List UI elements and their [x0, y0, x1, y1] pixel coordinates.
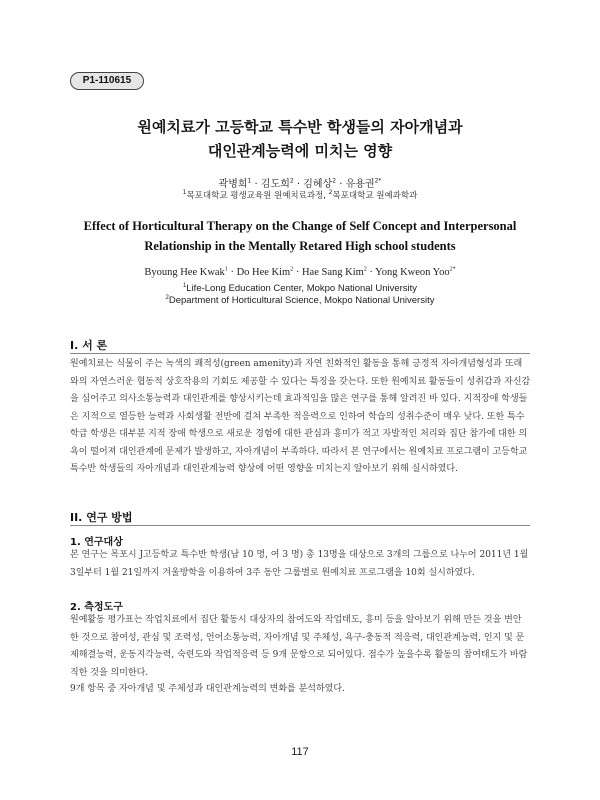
affiliations-korean	[60, 189, 540, 201]
author-separator: ·	[366, 267, 376, 278]
author-affiliation-sup: 1	[224, 266, 228, 273]
authors-korean	[60, 175, 540, 190]
paragraph-line: 직한 것을 의미한다.	[70, 667, 149, 678]
section-heading-introduction: I. 서 론	[70, 339, 108, 352]
author-name: Byoung Hee Kwak	[144, 267, 225, 278]
paragraph-line: 와의 자연스러운 협동적 상호작용의 기회도 제공할 수 있다는 특징을 갖는다. 또한 원예치료 활동들이 성취감과 자신감	[70, 376, 531, 387]
paper-code-badge: P1-110615	[70, 72, 144, 90]
author-name: 곽병희	[218, 179, 248, 190]
author-separator: ·	[251, 179, 261, 190]
affiliation-sup: 1	[182, 282, 187, 289]
paragraph-line: 원예치료는 식물이 주는 녹색의 쾌적성(green amenity)과 자연 친화적인 활동을 통해 긍정적 자아개념형성과 또래	[70, 359, 523, 369]
title-english-line-1: Effect of Horticultural Therapy on the Change of Self Concept and Interpersonal	[83, 219, 517, 233]
title-korean-line-1: 원예치료가 고등학교 특수반 학생들의 자아개념과	[137, 118, 463, 136]
affiliation-text: 목포대학교 평생교육원 원예치료과정,	[186, 191, 326, 201]
subheading-tools: 2. 측정도구	[70, 602, 123, 613]
author-separator: ·	[227, 267, 237, 278]
title-korean-line-2: 대인관계능력에 미치는 영향	[207, 142, 393, 160]
author-separator: ·	[293, 267, 302, 278]
paragraph-line: 본 연구는 목포시 J고등학교 특수반 학생(남 10 명, 여 3 명) 총 13명을 대상으로 3개의 그룹으로 나누어 2011년 1월	[70, 550, 529, 560]
paragraph-line: 학급 학생은 대부분 지적 장애 학생으로 새로운 경험에 대한 관심과 흥미가 적고 자발적인 처리와 집단 참가에 대한 의	[70, 429, 528, 439]
affiliation-english-2	[60, 295, 540, 306]
tools-paragraph-2	[70, 681, 530, 699]
paragraph-line: 욕이 떨어져 대인관계에 문제가 발생하고, 자아개념이 부족하다. 따라서 본 연구에서는 원예치료 프로그램이 고등학교	[70, 446, 528, 457]
subjects-paragraph	[70, 547, 530, 582]
author-affiliation-sup: 2*	[449, 266, 456, 273]
paragraph-line: 은 지적으로 열등한 능력과 사회생활 전반에 걸쳐 부족한 적응력으로 인하여 학습의 성취수준이 매우 낮다. 또한 특수	[70, 411, 525, 422]
paragraph-line: 특수반 학생들의 자아개념과 대인관계능력 향상에 어떤 영향을 미치는지 알아보기 위해 실시하였다.	[70, 464, 458, 474]
author-separator: ·	[293, 179, 304, 190]
paragraph-line: 제해결능력, 운동지각능력, 숙련도와 작업적응력 등 9개 문항으로 되어있다. 점수가 높을수록 활동의 참여태도가 바람	[70, 650, 528, 660]
paragraph-line: 을 심어주고 의사소통능력과 대인관계를 향상시키는데 효과적임을 많은 연구를 통해 알려진 바 있다. 지적장애 학생들	[70, 394, 528, 404]
affiliation-text: Department of Horticultural Science, Mokpo National University	[168, 295, 435, 306]
author-affiliation-sup: 2	[290, 266, 294, 273]
paragraph-line: 3일부터 1월 21일까지 겨울방학을 이용하여 3주 동안 그룹별로 원예치료 프로그램을 10회 실시하였다.	[70, 567, 475, 578]
author-name: 김혜상	[303, 179, 333, 190]
introduction-paragraph	[70, 356, 530, 479]
paragraph-line: 한 것으로 참여성, 관심 및 조력성, 언어소통능력, 자아개념 및 주체성, 욕구-충동적 적응력, 대인관계능력, 인지 및 문	[70, 632, 525, 643]
section-divider	[70, 525, 530, 526]
title-english-line-2: Relationship in the Mentally Retared High school students	[144, 239, 456, 253]
affiliation-text: 목포대학교 원예과학과	[332, 191, 418, 201]
author-separator: ·	[336, 179, 346, 190]
paragraph-line: 원예활동 평가표는 작업치료에서 집단 활동시 대상자의 참여도와 작업태도, 흥미 등을 알아보기 위해 만든 것을 변안	[70, 615, 522, 625]
author-affiliation-sup: 1	[247, 177, 252, 185]
author-affiliation-sup: 2	[332, 177, 337, 185]
author-affiliation-sup: 2*	[374, 177, 382, 185]
author-name: 김도희	[260, 179, 290, 190]
author-affiliation-sup: 2	[363, 266, 367, 273]
author-name: Yong Kweon Yoo	[375, 267, 450, 278]
affiliation-sup: 2	[165, 294, 169, 301]
author-name: Do Hee Kim	[236, 267, 291, 278]
author-name: 유용권	[345, 179, 375, 190]
author-affiliation-sup: 2	[289, 177, 294, 185]
subheading-subjects: 1. 연구대상	[70, 537, 123, 548]
page-number: 117	[291, 746, 309, 758]
affiliation-sup: 1	[182, 189, 187, 197]
affiliation-text: Life-Long Education Center, Mokpo National University	[186, 283, 418, 294]
section-heading-methods: II. 연구 방법	[70, 511, 133, 524]
paragraph-line: 9개 항목 중 자아개념 및 주체성과 대인관계능력의 변화를 분석하였다.	[70, 684, 345, 694]
author-name: Hae Sang Kim	[301, 267, 364, 278]
affiliation-sup: 2	[328, 189, 333, 197]
section-divider	[70, 353, 530, 354]
tools-paragraph	[70, 612, 530, 682]
authors-english	[60, 267, 540, 278]
affiliation-english-1	[60, 283, 540, 294]
